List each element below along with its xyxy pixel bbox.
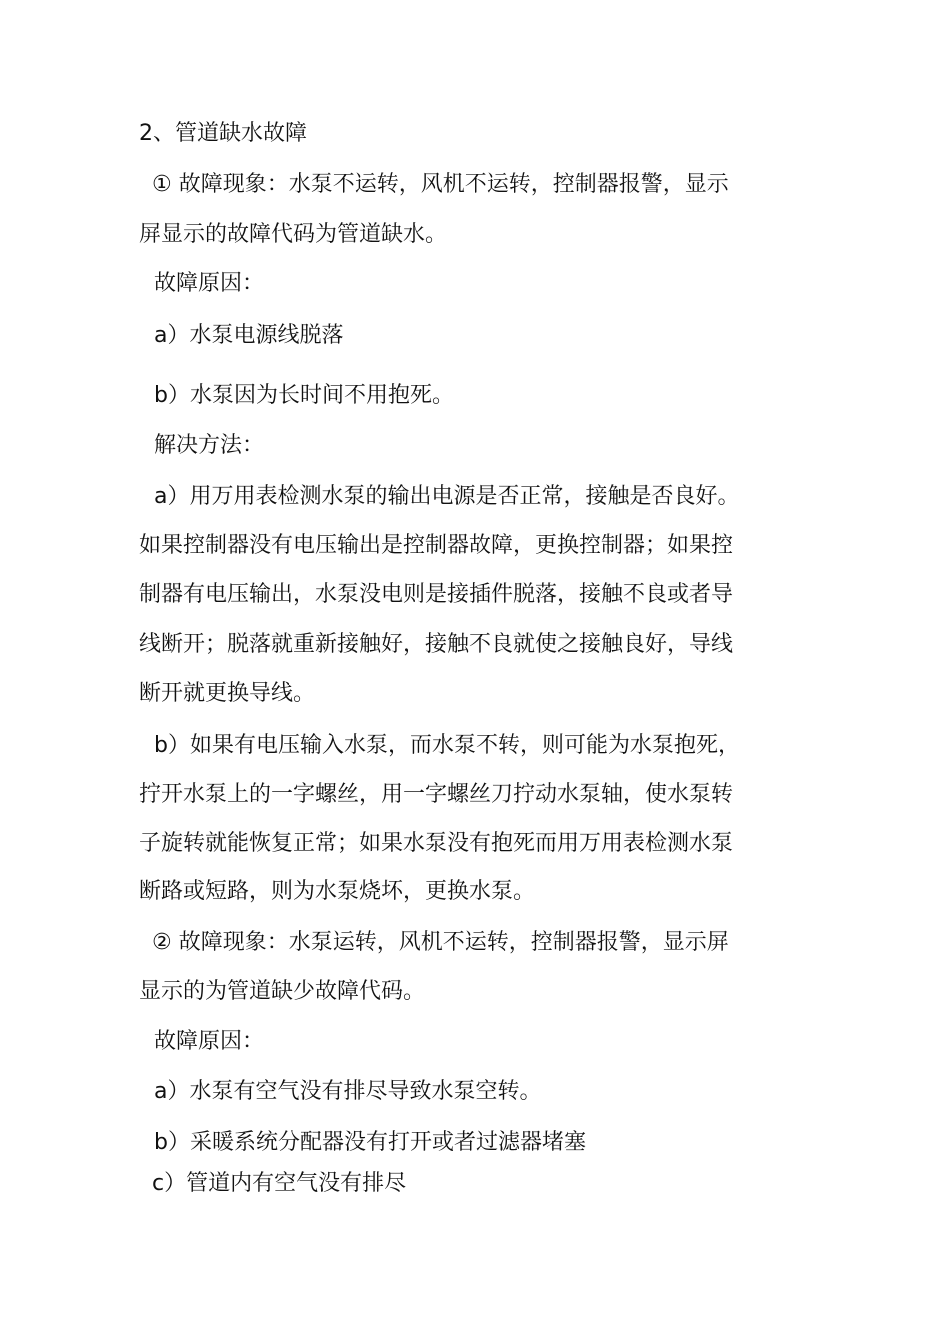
fault1-cause-label: 故障原因： [154,271,265,296]
fault1-solution-a-line-1: a）用万用表检测水泵的输出电源是否正常，接触是否良好。 [154,484,740,509]
fault1-solution-b-line-3: 子旋转就能恢复正常；如果水泵没有抱死而用万用表检测水泵 [139,831,734,856]
fault1-solution-label: 解决方法： [154,433,265,458]
fault1-cause-a: a）水泵电源线脱落 [154,323,344,348]
section-heading: 2、管道缺水故障 [139,121,307,146]
fault2-cause-b: b）采暖系统分配器没有打开或者过滤器堵塞 [154,1130,586,1155]
fault1-solution-b-line-1: b）如果有电压输入水泵，而水泵不转，则可能为水泵抱死， [154,733,740,758]
fault1-solution-b-line-4: 断路或短路，则为水泵烧坏，更换水泵。 [139,879,536,904]
fault1-solution-a-line-4: 线断开；脱落就重新接触好，接触不良就使之接触良好，导线 [139,632,734,657]
fault2-symptom-line-2: 显示的为管道缺少故障代码。 [139,979,426,1004]
fault1-symptom-line-1: ① 故障现象：水泵不运转，风机不运转，控制器报警，显示 [152,172,729,197]
fault1-symptom-line-2: 屏显示的故障代码为管道缺水。 [139,222,448,247]
fault2-cause-label: 故障原因： [154,1029,265,1054]
fault2-cause-a: a）水泵有空气没有排尽导致水泵空转。 [154,1079,542,1104]
fault1-solution-a-line-5: 断开就更换导线。 [139,681,316,706]
fault2-symptom-line-1: ② 故障现象：水泵运转，风机不运转，控制器报警，显示屏 [152,930,729,955]
fault1-solution-a-line-3: 制器有电压输出，水泵没电则是接插件脱落，接触不良或者导 [139,582,734,607]
fault1-solution-a-line-2: 如果控制器没有电压输出是控制器故障，更换控制器；如果控 [139,533,734,558]
fault1-solution-b-line-2: 拧开水泵上的一字螺丝，用一字螺丝刀拧动水泵轴，使水泵转 [139,782,734,807]
fault2-cause-c: c）管道内有空气没有排尽 [152,1171,407,1196]
fault1-cause-b: b）水泵因为长时间不用抱死。 [154,383,454,408]
